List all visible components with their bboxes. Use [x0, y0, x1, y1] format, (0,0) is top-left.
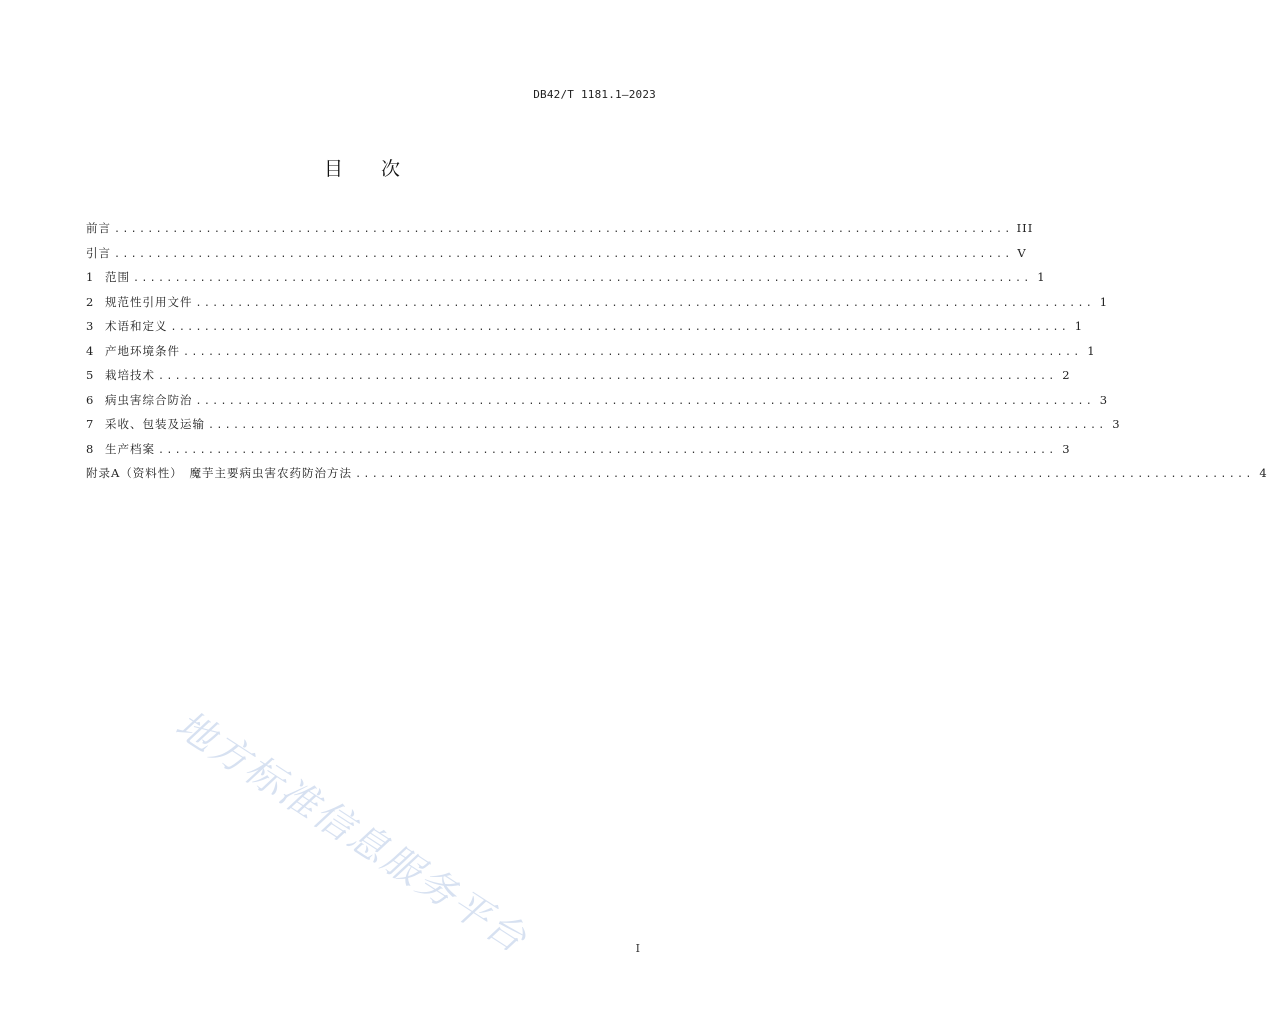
toc-entry-label: 附录A（资料性） 魔芋主要病虫害农药防治方法: [86, 466, 353, 480]
toc-entry-page: 4: [1259, 466, 1268, 480]
toc-entry-page: 1: [1037, 270, 1046, 284]
toc-entry-label: 规范性引用文件: [105, 294, 193, 309]
toc-leader-dots: ............................................................................................................: [133, 273, 1032, 284]
toc-leader-dots: ............................................................................................................: [183, 346, 1082, 358]
toc-entry-page: 1: [1087, 343, 1096, 358]
toc-entry-scope[interactable]: [86, 269, 1046, 294]
toc-entry-terms-definitions[interactable]: [86, 318, 1084, 343]
standard-code: DB42/T 1181.1—2023: [533, 88, 656, 101]
toc-entry-page: 3: [1099, 392, 1109, 407]
toc-entry-cultivation[interactable]: [86, 367, 1071, 392]
toc-entry-page: 3: [1062, 441, 1071, 456]
toc-leader-dots: ............................................................................................................: [114, 248, 1013, 260]
toc-entry-page: 2: [1062, 368, 1071, 382]
toc-entry-number: 5: [86, 368, 94, 382]
toc-entry-page: V: [1017, 245, 1027, 260]
toc-entry-page: 3: [1112, 417, 1121, 431]
toc-entry-number: 4: [86, 343, 94, 358]
toc-leader-dots: ............................................................................................................: [114, 224, 1013, 235]
toc-entry-label: 引言: [86, 245, 111, 260]
toc-entry-page: III: [1016, 221, 1034, 235]
watermark: 地方标准信息服务平台: [168, 701, 536, 963]
toc-entry-preface[interactable]: [86, 220, 1034, 245]
toc-entry-page: 1: [1099, 294, 1109, 309]
toc-entry-number: 1: [86, 270, 94, 284]
toc-leader-dots: ............................................................................................................: [158, 444, 1057, 456]
toc-entry-label: 范围: [105, 270, 130, 284]
toc-leader-dots: ............................................................................................................: [170, 322, 1070, 333]
page-number: I: [635, 942, 640, 955]
toc-entry-label: 采收、包装及运输: [105, 417, 205, 431]
page-title-char-2: 次: [381, 158, 401, 180]
page-title-char-1: 目: [323, 158, 343, 180]
toc-entry-harvest-transport[interactable]: [86, 416, 1121, 441]
toc-entry-production-records[interactable]: [86, 441, 1071, 466]
toc-entry-label: 前言: [86, 221, 111, 235]
toc-entry-normative-references[interactable]: [86, 294, 1109, 319]
table-of-contents: [86, 220, 1268, 490]
toc-entry-number: 7: [86, 417, 94, 431]
toc-entry-label: 病虫害综合防治: [105, 392, 193, 407]
toc-leader-dots: ............................................................................................................: [158, 371, 1057, 382]
toc-entry-number: 6: [86, 392, 94, 407]
toc-entry-label: 生产档案: [105, 441, 155, 456]
toc-entry-label: 产地环境条件: [105, 343, 180, 358]
toc-entry-appendix-a[interactable]: [86, 465, 1268, 490]
toc-entry-number: 8: [86, 441, 94, 456]
toc-leader-dots: ............................................................................................................: [195, 297, 1095, 309]
toc-entry-introduction[interactable]: [86, 245, 1027, 270]
page-title: [0, 154, 724, 181]
toc-entry-pest-control[interactable]: [86, 392, 1109, 417]
toc-entry-page: 1: [1074, 319, 1084, 333]
toc-entry-label: 术语和定义: [105, 319, 168, 333]
toc-leader-dots: ............................................................................................................: [355, 469, 1254, 480]
toc-leader-dots: ............................................................................................................: [208, 420, 1107, 431]
toc-entry-number: 2: [86, 294, 94, 309]
toc-entry-environment[interactable]: [86, 343, 1096, 368]
toc-entry-number: 3: [86, 319, 94, 333]
toc-leader-dots: ............................................................................................................: [195, 395, 1095, 407]
toc-entry-label: 栽培技术: [105, 368, 155, 382]
